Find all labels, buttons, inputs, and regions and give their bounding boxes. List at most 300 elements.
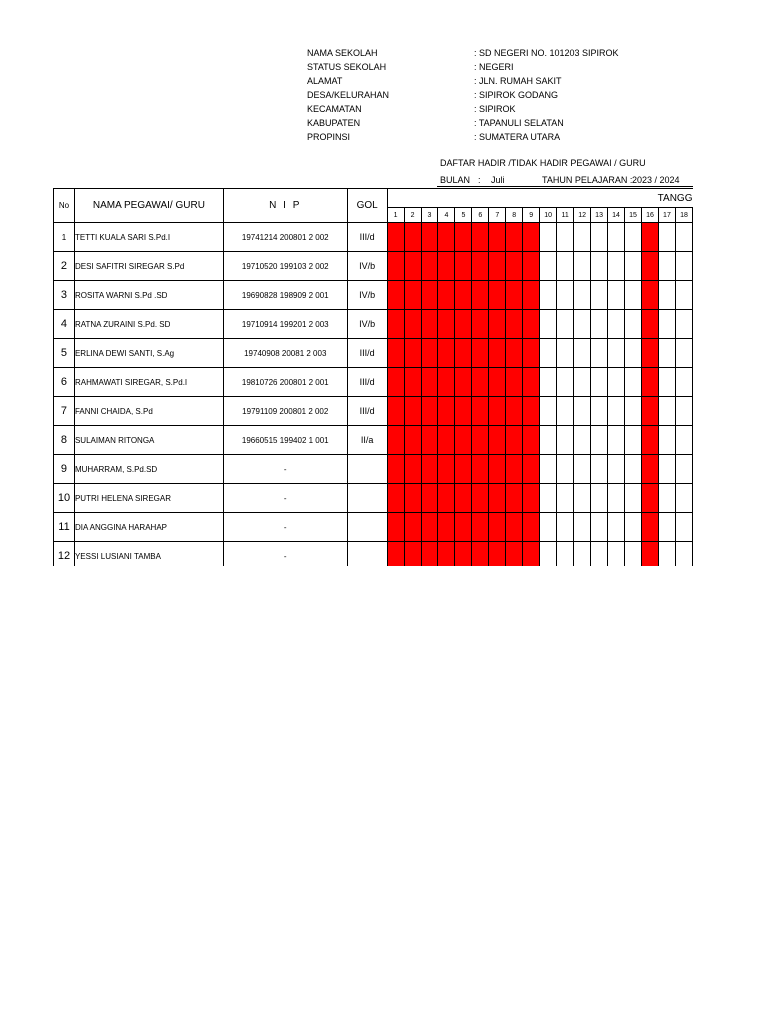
row-number: 10 — [54, 484, 75, 513]
attendance-cell-empty — [574, 542, 591, 567]
attendance-cell-marked — [421, 310, 438, 339]
attendance-cell-empty — [675, 310, 692, 339]
attendance-cell-marked — [421, 426, 438, 455]
attendance-cell-marked — [506, 339, 523, 368]
attendance-cell-empty — [625, 397, 642, 426]
attendance-cell-marked — [455, 252, 472, 281]
attendance-cell-empty — [675, 542, 692, 567]
employee-name: ERLINA DEWI SANTI, S.Ag — [74, 339, 223, 368]
header-nip: N I P — [223, 189, 347, 223]
attendance-cell-empty — [675, 339, 692, 368]
attendance-cell-marked — [642, 455, 659, 484]
attendance-cell-marked — [472, 484, 489, 513]
attendance-cell-marked — [489, 368, 506, 397]
employee-nip: 19690828 198909 2 001 — [223, 281, 347, 310]
attendance-cell-marked — [404, 368, 421, 397]
attendance-cell-marked — [387, 281, 404, 310]
attendance-cell-empty — [591, 223, 608, 252]
day-header: 5 — [455, 208, 472, 223]
employee-name: FANNI CHAIDA, S.Pd — [74, 397, 223, 426]
attendance-cell-empty — [608, 397, 625, 426]
attendance-cell-marked — [455, 484, 472, 513]
attendance-cell-marked — [506, 252, 523, 281]
table-row — [54, 542, 693, 567]
day-header: 3 — [421, 208, 438, 223]
attendance-cell-marked — [472, 252, 489, 281]
attendance-cell-marked — [421, 513, 438, 542]
day-header: 4 — [438, 208, 455, 223]
table-row — [54, 368, 693, 397]
attendance-cell-empty — [658, 542, 675, 567]
attendance-cell-marked — [404, 252, 421, 281]
info-value: : TAPANULI SELATAN — [474, 118, 564, 128]
employee-gol: IV/b — [347, 310, 387, 339]
employee-gol: IV/b — [347, 252, 387, 281]
attendance-cell-marked — [455, 339, 472, 368]
attendance-cell-empty — [658, 252, 675, 281]
employee-nip: 19660515 199402 1 001 — [223, 426, 347, 455]
employee-gol: III/d — [347, 339, 387, 368]
attendance-cell-marked — [523, 542, 540, 567]
table-row — [54, 281, 693, 310]
attendance-cell-empty — [574, 368, 591, 397]
attendance-cell-marked — [489, 426, 506, 455]
attendance-cell-marked — [404, 397, 421, 426]
attendance-cell-empty — [675, 455, 692, 484]
row-number: 9 — [54, 455, 75, 484]
attendance-cell-marked — [642, 281, 659, 310]
attendance-cell-empty — [574, 426, 591, 455]
attendance-cell-marked — [421, 455, 438, 484]
attendance-cell-empty — [658, 397, 675, 426]
header-name: NAMA PEGAWAI/ GURU — [74, 189, 223, 223]
attendance-cell-marked — [438, 339, 455, 368]
employee-gol — [347, 484, 387, 513]
employee-gol — [347, 542, 387, 567]
attendance-cell-marked — [472, 310, 489, 339]
attendance-cell-marked — [506, 426, 523, 455]
attendance-cell-marked — [421, 223, 438, 252]
attendance-cell-empty — [591, 310, 608, 339]
row-number: 6 — [54, 368, 75, 397]
attendance-cell-marked — [506, 484, 523, 513]
employee-gol: IV/b — [347, 281, 387, 310]
attendance-cell-empty — [557, 426, 574, 455]
attendance-cell-empty — [574, 455, 591, 484]
attendance-cell-empty — [675, 223, 692, 252]
attendance-cell-marked — [404, 455, 421, 484]
employee-gol — [347, 455, 387, 484]
attendance-cell-empty — [540, 455, 557, 484]
table-row — [54, 310, 693, 339]
attendance-cell-empty — [675, 368, 692, 397]
attendance-cell-empty — [658, 426, 675, 455]
attendance-cell-marked — [455, 426, 472, 455]
attendance-cell-empty — [625, 426, 642, 455]
attendance-cell-empty — [540, 368, 557, 397]
table-row — [54, 455, 693, 484]
attendance-cell-marked — [472, 281, 489, 310]
info-value: : NEGERI — [474, 62, 514, 72]
header-no: No — [54, 189, 75, 223]
info-label: KECAMATAN — [307, 104, 362, 114]
attendance-cell-marked — [421, 252, 438, 281]
attendance-cell-marked — [506, 455, 523, 484]
attendance-cell-marked — [438, 542, 455, 567]
day-header: 17 — [658, 208, 675, 223]
attendance-cell-marked — [455, 281, 472, 310]
attendance-cell-marked — [455, 542, 472, 567]
attendance-cell-empty — [557, 484, 574, 513]
attendance-cell-empty — [625, 281, 642, 310]
attendance-cell-marked — [472, 397, 489, 426]
attendance-cell-empty — [591, 281, 608, 310]
attendance-cell-marked — [438, 310, 455, 339]
attendance-cell-empty — [557, 397, 574, 426]
employee-nip: 19810726 200801 2 001 — [223, 368, 347, 397]
table-row — [54, 223, 693, 252]
attendance-cell-empty — [658, 455, 675, 484]
employee-name: MUHARRAM, S.Pd.SD — [74, 455, 223, 484]
attendance-cell-empty — [540, 281, 557, 310]
row-number: 8 — [54, 426, 75, 455]
attendance-cell-marked — [387, 484, 404, 513]
attendance-cell-marked — [438, 426, 455, 455]
attendance-cell-empty — [625, 513, 642, 542]
info-label: STATUS SEKOLAH — [307, 62, 387, 72]
attendance-cell-empty — [591, 426, 608, 455]
attendance-cell-marked — [642, 484, 659, 513]
attendance-cell-marked — [642, 252, 659, 281]
attendance-cell-empty — [557, 310, 574, 339]
attendance-cell-marked — [489, 513, 506, 542]
attendance-cell-empty — [591, 252, 608, 281]
attendance-cell-empty — [608, 368, 625, 397]
attendance-cell-marked — [421, 397, 438, 426]
bulan-value: Juli — [491, 175, 505, 185]
employee-nip: - — [223, 513, 347, 542]
info-value: : JLN. RUMAH SAKIT — [474, 76, 562, 86]
attendance-cell-marked — [421, 542, 438, 567]
day-header: 18 — [675, 208, 692, 223]
tahun-label: TAHUN PELAJARAN : — [542, 175, 633, 185]
attendance-cell-empty — [675, 252, 692, 281]
row-number: 1 — [54, 223, 75, 252]
attendance-cell-marked — [404, 426, 421, 455]
attendance-cell-empty — [608, 281, 625, 310]
attendance-cell-marked — [438, 368, 455, 397]
attendance-cell-marked — [455, 310, 472, 339]
attendance-cell-marked — [404, 310, 421, 339]
attendance-cell-marked — [387, 310, 404, 339]
day-header: 15 — [625, 208, 642, 223]
attendance-cell-empty — [608, 252, 625, 281]
attendance-cell-marked — [438, 455, 455, 484]
attendance-cell-empty — [557, 281, 574, 310]
attendance-cell-marked — [404, 281, 421, 310]
attendance-cell-empty — [540, 223, 557, 252]
attendance-cell-marked — [387, 455, 404, 484]
attendance-cell-marked — [523, 513, 540, 542]
attendance-cell-marked — [523, 281, 540, 310]
attendance-cell-marked — [642, 542, 659, 567]
attendance-cell-marked — [438, 281, 455, 310]
attendance-cell-empty — [658, 368, 675, 397]
attendance-cell-empty — [625, 310, 642, 339]
attendance-cell-marked — [404, 542, 421, 567]
attendance-cell-marked — [404, 339, 421, 368]
attendance-cell-empty — [591, 513, 608, 542]
attendance-cell-marked — [387, 426, 404, 455]
day-header: 16 — [642, 208, 659, 223]
header-gol: GOL — [347, 189, 387, 223]
day-header: 2 — [404, 208, 421, 223]
attendance-cell-marked — [438, 513, 455, 542]
attendance-cell-empty — [574, 397, 591, 426]
attendance-cell-empty — [540, 542, 557, 567]
attendance-table — [53, 188, 693, 566]
employee-name: DESI SAFITRI SIREGAR S.Pd — [74, 252, 223, 281]
day-header: 12 — [574, 208, 591, 223]
attendance-cell-marked — [387, 223, 404, 252]
attendance-cell-marked — [523, 397, 540, 426]
attendance-cell-marked — [421, 339, 438, 368]
table-row — [54, 426, 693, 455]
attendance-cell-empty — [574, 310, 591, 339]
attendance-cell-empty — [658, 339, 675, 368]
attendance-cell-marked — [387, 252, 404, 281]
day-header: 11 — [557, 208, 574, 223]
tahun-value: 2023 / 2024 — [632, 175, 680, 185]
day-header: 14 — [608, 208, 625, 223]
attendance-cell-marked — [404, 513, 421, 542]
attendance-cell-empty — [574, 513, 591, 542]
employee-name: RATNA ZURAINI S.Pd. SD — [74, 310, 223, 339]
attendance-cell-empty — [557, 455, 574, 484]
attendance-cell-empty — [574, 281, 591, 310]
attendance-cell-empty — [557, 513, 574, 542]
attendance-cell-marked — [455, 397, 472, 426]
info-value: : SUMATERA UTARA — [474, 132, 561, 142]
attendance-cell-empty — [591, 368, 608, 397]
attendance-table-wrap — [53, 188, 693, 566]
attendance-cell-marked — [472, 368, 489, 397]
employee-name: DIA ANGGINA HARAHAP — [74, 513, 223, 542]
attendance-cell-marked — [506, 397, 523, 426]
attendance-cell-marked — [455, 513, 472, 542]
attendance-cell-empty — [625, 484, 642, 513]
info-label: DESA/KELURAHAN — [307, 90, 390, 100]
attendance-cell-marked — [506, 368, 523, 397]
row-number: 12 — [54, 542, 75, 567]
attendance-cell-marked — [387, 513, 404, 542]
attendance-cell-marked — [489, 542, 506, 567]
attendance-cell-empty — [658, 281, 675, 310]
attendance-cell-marked — [387, 368, 404, 397]
attendance-cell-marked — [489, 397, 506, 426]
table-row — [54, 252, 693, 281]
attendance-cell-empty — [540, 513, 557, 542]
attendance-cell-marked — [489, 281, 506, 310]
attendance-cell-marked — [472, 426, 489, 455]
attendance-cell-empty — [540, 310, 557, 339]
attendance-cell-empty — [591, 484, 608, 513]
attendance-cell-empty — [591, 397, 608, 426]
day-header: 7 — [489, 208, 506, 223]
row-number: 5 — [54, 339, 75, 368]
attendance-cell-marked — [387, 339, 404, 368]
attendance-cell-empty — [574, 484, 591, 513]
attendance-cell-empty — [608, 223, 625, 252]
attendance-cell-marked — [642, 513, 659, 542]
employee-gol: III/d — [347, 223, 387, 252]
attendance-cell-marked — [489, 339, 506, 368]
employee-nip: - — [223, 455, 347, 484]
employee-nip: 19791109 200801 2 002 — [223, 397, 347, 426]
attendance-cell-empty — [658, 310, 675, 339]
bulan-label: BULAN — [440, 175, 471, 185]
attendance-cell-empty — [625, 339, 642, 368]
row-number: 11 — [54, 513, 75, 542]
employee-nip: - — [223, 484, 347, 513]
attendance-cell-empty — [574, 252, 591, 281]
attendance-cell-marked — [489, 252, 506, 281]
table-row — [54, 484, 693, 513]
employee-name: SULAIMAN RITONGA — [74, 426, 223, 455]
employee-gol: III/d — [347, 397, 387, 426]
row-number: 2 — [54, 252, 75, 281]
attendance-cell-marked — [489, 310, 506, 339]
attendance-cell-marked — [455, 368, 472, 397]
table-row — [54, 339, 693, 368]
attendance-cell-marked — [642, 339, 659, 368]
attendance-cell-empty — [675, 426, 692, 455]
row-number: 7 — [54, 397, 75, 426]
attendance-cell-marked — [642, 426, 659, 455]
attendance-cell-marked — [642, 368, 659, 397]
row-number: 4 — [54, 310, 75, 339]
attendance-cell-empty — [540, 484, 557, 513]
employee-name: YESSI LUSIANI TAMBA — [74, 542, 223, 567]
attendance-cell-marked — [421, 484, 438, 513]
attendance-cell-marked — [421, 281, 438, 310]
attendance-cell-empty — [658, 484, 675, 513]
attendance-cell-empty — [591, 339, 608, 368]
attendance-cell-empty — [608, 484, 625, 513]
attendance-cell-marked — [387, 542, 404, 567]
attendance-cell-marked — [642, 397, 659, 426]
day-header: 1 — [387, 208, 404, 223]
row-number: 3 — [54, 281, 75, 310]
attendance-cell-marked — [438, 484, 455, 513]
attendance-cell-marked — [523, 310, 540, 339]
header-underline — [437, 186, 693, 187]
attendance-cell-empty — [557, 223, 574, 252]
attendance-cell-empty — [675, 281, 692, 310]
employee-name: RAHMAWATI SIREGAR, S.Pd.I — [74, 368, 223, 397]
attendance-cell-empty — [608, 426, 625, 455]
attendance-cell-empty — [540, 397, 557, 426]
attendance-cell-empty — [574, 223, 591, 252]
attendance-cell-empty — [574, 339, 591, 368]
table-row — [54, 397, 693, 426]
attendance-cell-marked — [523, 484, 540, 513]
day-header: 6 — [472, 208, 489, 223]
attendance-cell-marked — [506, 542, 523, 567]
attendance-cell-empty — [625, 252, 642, 281]
attendance-cell-marked — [472, 339, 489, 368]
attendance-cell-marked — [438, 252, 455, 281]
attendance-cell-empty — [625, 223, 642, 252]
attendance-cell-marked — [489, 455, 506, 484]
attendance-cell-empty — [591, 542, 608, 567]
attendance-cell-empty — [608, 339, 625, 368]
attendance-cell-marked — [404, 484, 421, 513]
day-header: 9 — [523, 208, 540, 223]
attendance-cell-marked — [506, 281, 523, 310]
attendance-cell-marked — [523, 368, 540, 397]
attendance-cell-empty — [557, 339, 574, 368]
attendance-cell-empty — [675, 513, 692, 542]
header-tanggal: TANGG — [387, 189, 692, 208]
attendance-cell-marked — [523, 252, 540, 281]
employee-name: PUTRI HELENA SIREGAR — [74, 484, 223, 513]
attendance-cell-marked — [472, 513, 489, 542]
attendance-cell-marked — [523, 455, 540, 484]
attendance-cell-marked — [404, 223, 421, 252]
employee-name: TETTI KUALA SARI S.Pd.I — [74, 223, 223, 252]
attendance-cell-empty — [540, 426, 557, 455]
attendance-cell-empty — [557, 252, 574, 281]
attendance-cell-empty — [540, 339, 557, 368]
attendance-cell-empty — [608, 513, 625, 542]
employee-gol: III/d — [347, 368, 387, 397]
attendance-cell-empty — [557, 368, 574, 397]
attendance-cell-marked — [438, 223, 455, 252]
attendance-cell-empty — [608, 542, 625, 567]
attendance-cell-marked — [506, 310, 523, 339]
attendance-cell-empty — [557, 542, 574, 567]
attendance-cell-marked — [523, 223, 540, 252]
attendance-cell-marked — [506, 513, 523, 542]
attendance-cell-empty — [658, 513, 675, 542]
attendance-cell-marked — [523, 426, 540, 455]
info-value: : SIPIROK — [474, 104, 516, 114]
bulan-separator: : — [478, 175, 481, 185]
attendance-cell-marked — [421, 368, 438, 397]
attendance-cell-empty — [675, 397, 692, 426]
day-header: 13 — [591, 208, 608, 223]
attendance-cell-empty — [658, 223, 675, 252]
employee-nip: 19710914 199201 2 003 — [223, 310, 347, 339]
employee-name: ROSITA WARNI S.Pd .SD — [74, 281, 223, 310]
attendance-title: DAFTAR HADIR /TIDAK HADIR PEGAWAI / GURU — [440, 158, 646, 168]
attendance-cell-empty — [675, 484, 692, 513]
table-row — [54, 513, 693, 542]
attendance-cell-marked — [642, 223, 659, 252]
attendance-cell-marked — [438, 397, 455, 426]
attendance-cell-empty — [625, 368, 642, 397]
employee-nip: - — [223, 542, 347, 567]
attendance-cell-marked — [489, 223, 506, 252]
attendance-cell-marked — [506, 223, 523, 252]
attendance-cell-marked — [489, 484, 506, 513]
day-header: 8 — [506, 208, 523, 223]
info-label: KABUPATEN — [307, 118, 361, 128]
employee-nip: 19740908 20081 2 003 — [223, 339, 347, 368]
attendance-cell-marked — [472, 223, 489, 252]
employee-nip: 19741214 200801 2 002 — [223, 223, 347, 252]
